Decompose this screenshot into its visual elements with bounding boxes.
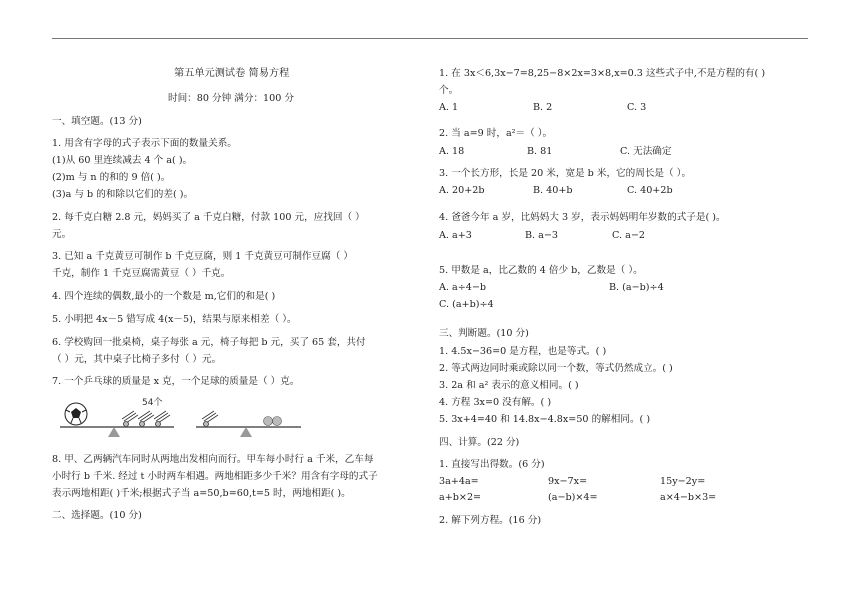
calc-cell: 9x−7x=: [548, 476, 588, 487]
question-6-line1: 6. 学校购回一批桌椅，桌子每张 a 元，椅子每把 b 元，买了 65 套，共付: [52, 337, 366, 348]
section-calculation: 四、计算。(22 分): [439, 437, 520, 448]
judgement-3: 3. 2a 和 a² 表示的意义相同。( ): [439, 380, 579, 391]
question-1: 1. 用含有字母的式子表示下面的数量关系。: [52, 138, 237, 149]
calc-cell: 15y−2y=: [660, 476, 706, 487]
choice-4-option-c: C. a−2: [612, 230, 645, 241]
choice-4: 4. 爸爸今年 a 岁，比妈妈大 3 岁，表示妈妈明年岁数的式子是( )。: [439, 212, 726, 223]
question-8-line1: 8. 甲、乙两辆汽车同时从两地出发相向而行。甲车每小时行 a 千米，乙车每: [52, 454, 374, 465]
choice-1-option-c: C. 3: [627, 102, 647, 113]
calc-2: 2. 解下列方程。(16 分): [439, 515, 542, 526]
choice-5-option-c: C. (a+b)÷4: [439, 299, 494, 310]
choice-3-option-a: A. 20+2b: [439, 185, 485, 196]
question-3-line1: 3. 已知 a 千克黄豆可制作 b 千克豆腐，则 1 千克黄豆可制作豆腐（ ）: [52, 251, 353, 262]
choice-4-option-a: A. a+3: [439, 230, 472, 241]
balance-beam-right: [196, 427, 301, 437]
judgement-2: 2. 等式两边同时乘或除以同一个数，等式仍然成立。( ): [439, 363, 673, 374]
choice-1: 1. 在 3x＜6,3x−7=8,25−8×2x=3×8,x=0.3 这些式子中,不是方程的有( ): [439, 68, 766, 79]
question-8-line2: 小时行 b 千米. 经过 t 小时两车相遇。两地相距多少千米？用含有字母的式子: [52, 471, 378, 482]
choice-3: 3. 一个长方形，长是 20 米，宽是 b 米，它的周长是（ ）。: [439, 168, 692, 179]
choice-2-option-a: A. 18: [439, 146, 465, 157]
section-judgement: 三、判断题。(10 分): [439, 328, 529, 339]
question-1-2: (2)m 与 n 的和的 9 倍( )。: [52, 172, 171, 183]
balance-scale-illustration: [56, 393, 316, 443]
calc-cell: a×4−b×3=: [660, 492, 717, 503]
choice-5-option-b: B. (a−b)÷4: [609, 282, 664, 293]
choice-2-option-c: C. 无法确定: [620, 146, 672, 157]
calc-cell: (a−b)×4=: [548, 492, 598, 503]
balance-beam-left: [60, 427, 174, 437]
section-choice: 二、选择题。(10 分): [52, 510, 142, 521]
calc-cell: 3a+4a=: [439, 476, 479, 487]
judgement-4: 4. 方程 3x=0 没有解。( ): [439, 397, 552, 408]
question-2-line1: 2. 每千克白糖 2.8 元，妈妈买了 a 千克白糖，付款 100 元，应找回（ ）: [52, 212, 365, 223]
choice-3-option-b: B. 40+b: [533, 185, 573, 196]
page-title: 第五单元测试卷 简易方程: [174, 68, 290, 79]
top-rule: [52, 38, 808, 39]
calc-cell: a+b×2=: [439, 492, 482, 503]
choice-5: 5. 甲数是 a，比乙数的 4 倍少 b，乙数是（ ）。: [439, 265, 643, 276]
shuttlecock-group-icon: [122, 411, 170, 427]
quantity-label: 54个: [142, 398, 163, 408]
question-2-line2: 元。: [52, 229, 72, 240]
question-1-1: (1)从 60 里连续减去 4 个 a( )。: [52, 155, 193, 166]
exam-meta: 时间：80 分钟 满分：100 分: [168, 93, 295, 104]
choice-2: 2. 当 a=9 时，a²＝（ ）。: [439, 128, 553, 139]
choice-3-option-c: C. 40+2b: [627, 185, 673, 196]
calc-1: 1. 直接写出得数。(6 分): [439, 459, 545, 470]
choice-4-option-b: B. a−3: [525, 230, 559, 241]
question-6-line2: （ ）元，其中桌子比椅子多付（ ）元。: [52, 354, 222, 365]
choice-1-option-a: A. 1: [439, 102, 459, 113]
question-1-3: (3)a 与 b 的和除以它们的差( )。: [52, 189, 194, 200]
choice-1-cont: 个。: [439, 85, 459, 96]
soccer-ball-icon: [65, 403, 87, 425]
choice-5-option-a: A. a÷4−b: [439, 282, 487, 293]
judgement-1: 1. 4.5x−36=0 是方程，也是等式。( ): [439, 346, 607, 357]
question-5: 5. 小明把 4x－5 错写成 4(x－5)，结果与原来相差（ ）。: [52, 314, 297, 325]
question-4: 4. 四个连续的偶数,最小的一个数是 m,它们的和是( ): [52, 291, 276, 302]
section-fill-in: 一、填空题。(13 分): [52, 116, 142, 127]
question-7: 7. 一个乒乓球的质量是 x 克，一个足球的质量是（ ）克。: [52, 376, 300, 387]
judgement-5: 5. 3x+4=40 和 14.8x−4.8x=50 的解相同。( ): [439, 414, 651, 425]
choice-2-option-b: B. 81: [527, 146, 553, 157]
shuttlecock-icon: [202, 411, 218, 427]
question-8-line3: 表示两地相距( )千米;根据式子当 a=50,b=60,t=5 时，两地相距( )。: [52, 488, 351, 499]
ping-pong-balls-icon: [264, 417, 282, 426]
question-3-line2: 千克，制作 1 千克豆腐需黄豆（ ）千克。: [52, 268, 231, 279]
choice-1-option-b: B. 2: [533, 102, 553, 113]
